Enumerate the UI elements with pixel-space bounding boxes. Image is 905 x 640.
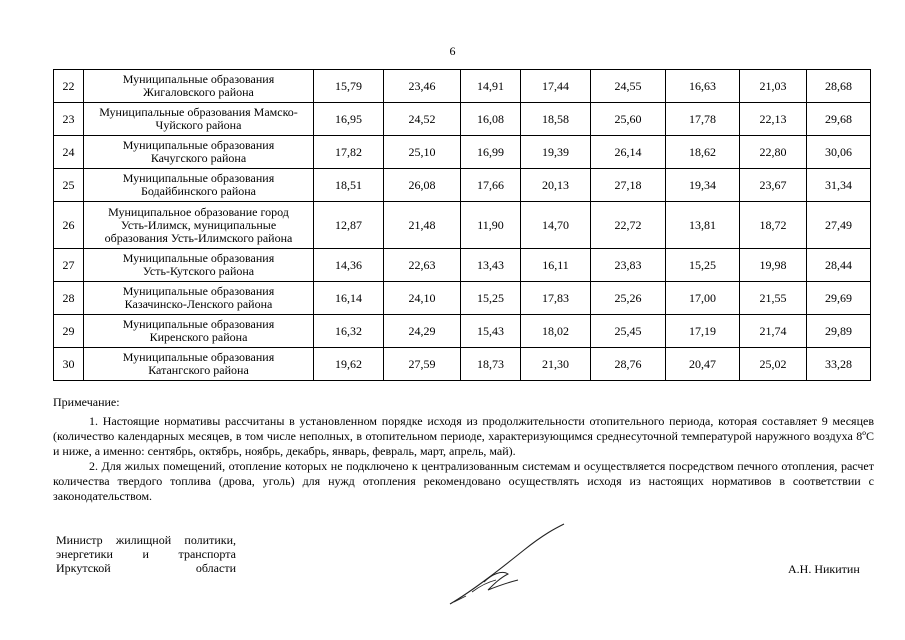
- norm-value-cell: 16,95: [314, 103, 384, 136]
- norm-value-cell: 24,55: [591, 70, 666, 103]
- table-row: [54, 348, 871, 381]
- norm-value-cell: 29,69: [807, 282, 871, 315]
- norm-value-cell: 18,02: [521, 315, 591, 348]
- table-row: [54, 249, 871, 282]
- norm-value-cell: 25,26: [591, 282, 666, 315]
- signer-title: [56, 533, 236, 575]
- norm-value-cell: 27,18: [591, 169, 666, 202]
- norm-value-cell: 25,60: [591, 103, 666, 136]
- norm-value-cell: 25,45: [591, 315, 666, 348]
- norm-value-cell: 27,49: [807, 202, 871, 249]
- municipality-cell: [84, 348, 314, 381]
- norm-value-cell: 16,32: [314, 315, 384, 348]
- note-item-1: 1. Настоящие нормативы рассчитаны в установленном порядке исходя из продолжительности отопительного периода, которая составляет 9 месяцев (количество календарных месяцев, в том числе неполных, в отопительном периоде, характеризующимся среднесуточной температурой наружного воздуха 8ºС и ниже, а именно: сентябрь, октябрь, ноябрь, декабрь, январь, февраль, март, апрель, май).: [53, 414, 874, 458]
- norm-value-cell: 21,48: [384, 202, 461, 249]
- municipality-name-line: Муниципальное образование город: [108, 204, 289, 219]
- table-row: [54, 282, 871, 315]
- norm-value-cell: 18,58: [521, 103, 591, 136]
- norm-value-cell: 19,98: [740, 249, 807, 282]
- page-number: 6: [449, 44, 456, 58]
- norm-value-cell: 14,91: [461, 70, 521, 103]
- norm-value-cell: 16,08: [461, 103, 521, 136]
- municipality-name-line: Чуйского района: [155, 118, 242, 132]
- norm-value-cell: 16,11: [521, 249, 591, 282]
- norms-table: [53, 69, 871, 381]
- notes-heading: Примечание:: [53, 395, 120, 409]
- signer-title-line: энергетики и транспорта: [56, 547, 236, 561]
- table-row: [54, 136, 871, 169]
- municipality-name-line: Муниципальные образования: [122, 72, 275, 86]
- norm-value-cell: 17,78: [666, 103, 740, 136]
- row-number-cell: 29: [54, 315, 84, 348]
- norm-value-cell: 29,68: [807, 103, 871, 136]
- norm-value-cell: 16,63: [666, 70, 740, 103]
- municipality-name-line: Муниципальные образования: [122, 251, 275, 265]
- table-row: [54, 70, 871, 103]
- norm-value-cell: 25,02: [740, 348, 807, 381]
- norm-value-cell: 13,81: [666, 202, 740, 249]
- row-number-cell: 23: [54, 103, 84, 136]
- municipality-name-line: Жигаловского района: [143, 85, 254, 99]
- norm-value-cell: 33,28: [807, 348, 871, 381]
- norm-value-cell: 22,72: [591, 202, 666, 249]
- table-row: [54, 103, 871, 136]
- norm-value-cell: 22,80: [740, 136, 807, 169]
- norm-value-cell: 14,70: [521, 202, 591, 249]
- norm-value-cell: 21,03: [740, 70, 807, 103]
- norm-value-cell: 28,76: [591, 348, 666, 381]
- norm-value-cell: 22,13: [740, 103, 807, 136]
- row-number-cell: 24: [54, 136, 84, 169]
- municipality-name-line: Муниципальные образования: [122, 171, 275, 185]
- norm-value-cell: 24,29: [384, 315, 461, 348]
- municipality-name-line: Бодайбинского района: [140, 184, 256, 198]
- norm-value-cell: 23,67: [740, 169, 807, 202]
- signer-title-line: Министр жилищной политики,: [56, 533, 236, 547]
- norm-value-cell: 30,06: [807, 136, 871, 169]
- norm-value-cell: 27,59: [384, 348, 461, 381]
- norm-value-cell: 14,36: [314, 249, 384, 282]
- norm-value-cell: 23,83: [591, 249, 666, 282]
- norm-value-cell: 18,72: [740, 202, 807, 249]
- norm-value-cell: 13,43: [461, 249, 521, 282]
- municipality-name-line: Муниципальные образования Мамско-: [99, 105, 298, 119]
- norm-value-cell: 11,90: [461, 202, 521, 249]
- notes-section: [53, 395, 874, 504]
- row-number-cell: 26: [54, 202, 84, 249]
- norm-value-cell: 17,44: [521, 70, 591, 103]
- municipality-name-line: Муниципальные образования: [122, 317, 275, 331]
- norm-value-cell: 24,10: [384, 282, 461, 315]
- municipality-name-line: Усть-Илимск, муниципальные: [120, 217, 277, 232]
- norm-value-cell: 19,39: [521, 136, 591, 169]
- signer-name: А.Н. Никитин: [788, 562, 860, 576]
- row-number-cell: 30: [54, 348, 84, 381]
- handwritten-signature: [444, 520, 574, 610]
- norm-value-cell: 25,10: [384, 136, 461, 169]
- norm-value-cell: 21,30: [521, 348, 591, 381]
- norm-value-cell: 19,34: [666, 169, 740, 202]
- municipality-cell: [84, 169, 314, 202]
- table-row: [54, 315, 871, 348]
- norm-value-cell: 17,00: [666, 282, 740, 315]
- municipality-cell: [84, 282, 314, 315]
- norm-value-cell: 22,63: [384, 249, 461, 282]
- norm-value-cell: 20,47: [666, 348, 740, 381]
- norm-value-cell: 28,68: [807, 70, 871, 103]
- municipality-name-line: Муниципальные образования: [122, 138, 275, 152]
- norm-value-cell: 15,79: [314, 70, 384, 103]
- municipality-name-line: Качугского района: [150, 151, 247, 165]
- norm-value-cell: 18,51: [314, 169, 384, 202]
- municipality-name-line: образования Усть-Илимского района: [104, 230, 293, 245]
- norm-value-cell: 16,14: [314, 282, 384, 315]
- municipality-cell: [84, 70, 314, 103]
- row-number-cell: 25: [54, 169, 84, 202]
- norm-value-cell: 19,62: [314, 348, 384, 381]
- signer-title-line: Иркутской области: [56, 561, 236, 575]
- norm-value-cell: 28,44: [807, 249, 871, 282]
- norm-value-cell: 17,83: [521, 282, 591, 315]
- norm-value-cell: 18,73: [461, 348, 521, 381]
- norm-value-cell: 20,13: [521, 169, 591, 202]
- municipality-name-line: Катангского района: [148, 363, 249, 377]
- norm-value-cell: 15,43: [461, 315, 521, 348]
- row-number-cell: 28: [54, 282, 84, 315]
- norm-value-cell: 15,25: [461, 282, 521, 315]
- municipality-name-line: Муниципальные образования: [122, 350, 275, 364]
- municipality-cell: [84, 315, 314, 348]
- row-number-cell: 27: [54, 249, 84, 282]
- table-row: [54, 169, 871, 202]
- norm-value-cell: 24,52: [384, 103, 461, 136]
- municipality-name-line: Усть-Кутского района: [142, 264, 255, 278]
- norm-value-cell: 17,82: [314, 136, 384, 169]
- norm-value-cell: 31,34: [807, 169, 871, 202]
- norm-value-cell: 26,08: [384, 169, 461, 202]
- norm-value-cell: 16,99: [461, 136, 521, 169]
- municipality-name-line: Казачинско-Ленского района: [124, 297, 273, 311]
- norm-value-cell: 23,46: [384, 70, 461, 103]
- norm-value-cell: 29,89: [807, 315, 871, 348]
- municipality-cell: [84, 249, 314, 282]
- municipality-cell: [84, 136, 314, 169]
- note-item-2: 2. Для жилых помещений, отопление которых не подключено к централизованным системам и осуществляется посредством печного отопления, расчет количества твердого топлива (дрова, уголь) для нужд отопления рекомендовано осуществлять исходя из настоящих нормативов в соответствии с законодательством.: [53, 459, 874, 503]
- norm-value-cell: 18,62: [666, 136, 740, 169]
- norm-value-cell: 17,19: [666, 315, 740, 348]
- row-number-cell: 22: [54, 70, 84, 103]
- norm-value-cell: 15,25: [666, 249, 740, 282]
- norm-value-cell: 12,87: [314, 202, 384, 249]
- norm-value-cell: 17,66: [461, 169, 521, 202]
- municipality-name-line: Муниципальные образования: [122, 284, 275, 298]
- norm-value-cell: 21,55: [740, 282, 807, 315]
- norm-value-cell: 21,74: [740, 315, 807, 348]
- municipality-name-line: Киренского района: [149, 330, 248, 344]
- municipality-cell: [84, 202, 314, 249]
- norm-value-cell: 26,14: [591, 136, 666, 169]
- municipality-cell: [84, 103, 314, 136]
- table-row: [54, 202, 871, 249]
